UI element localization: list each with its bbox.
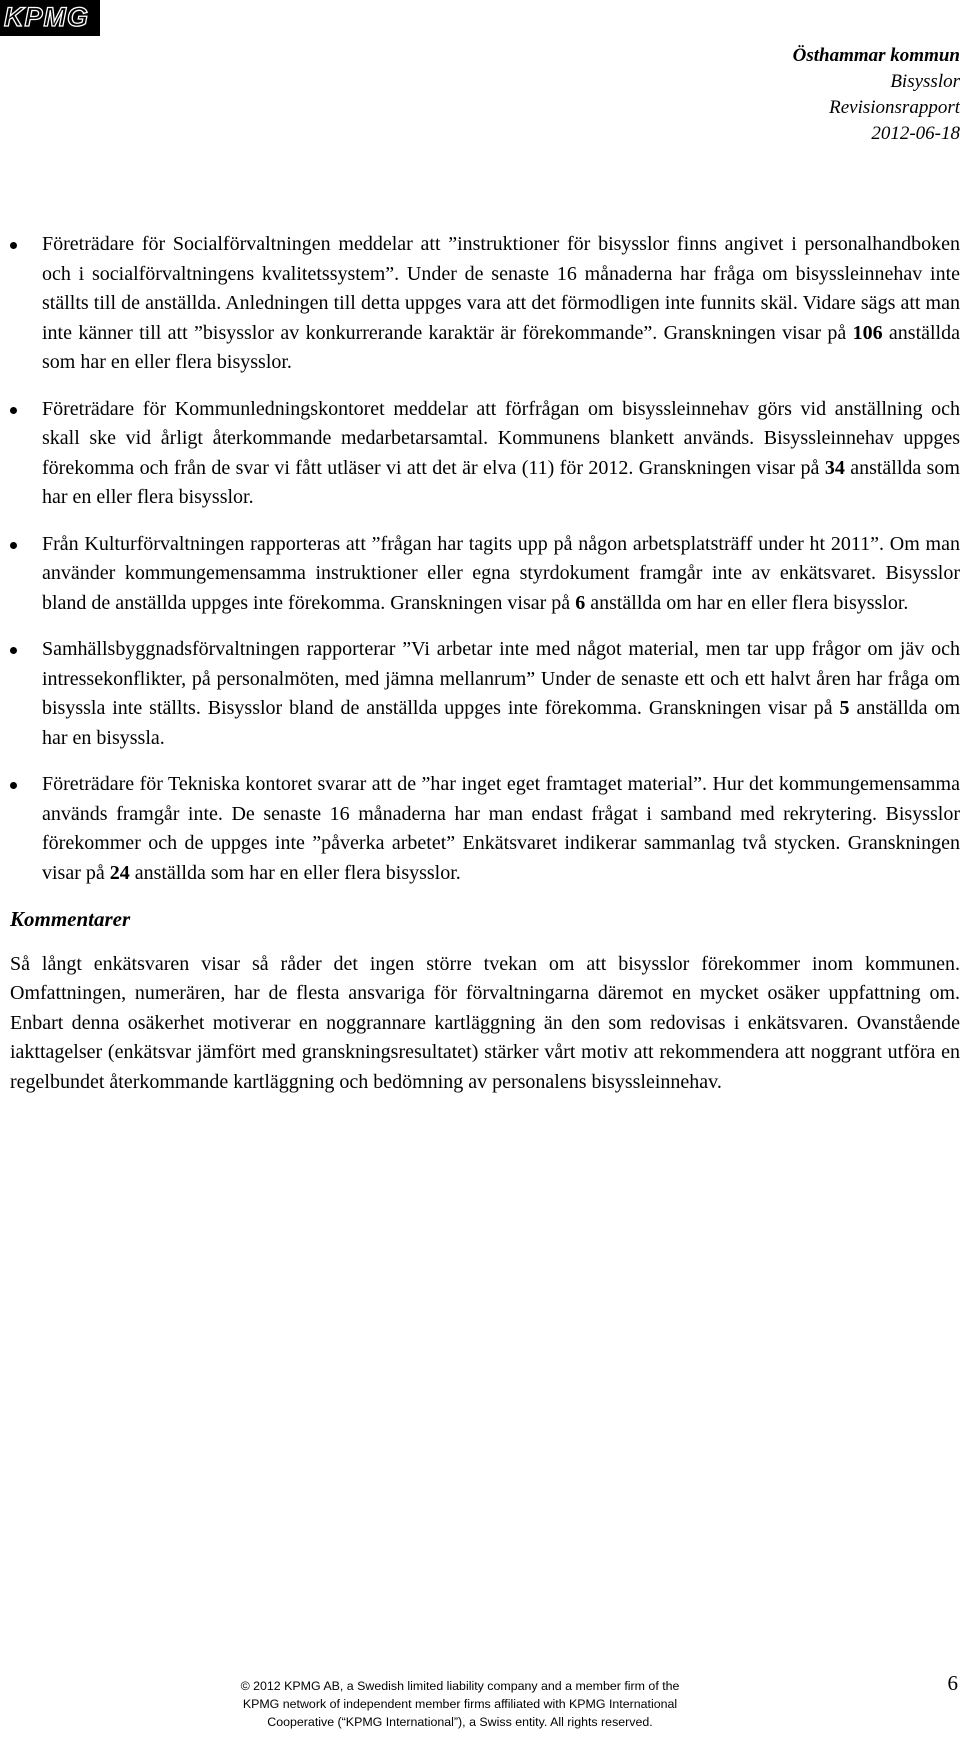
finding-count: 34 [824, 456, 845, 479]
bullet-icon [10, 242, 17, 249]
finding-item [10, 770, 960, 888]
footer-line: KPMG network of independent member firms affiliated with KPMG International [242, 1697, 678, 1711]
finding-count: 6 [575, 591, 586, 614]
bullet-icon [10, 407, 17, 414]
comments-heading: Kommentarer [10, 907, 131, 931]
finding-text: Från Kulturförvaltningen rapporteras att ”frågan har tagits upp på någon arbetsplatsträff under ht 2011”. Om man använder kommungemensamma instruktioner eller egna styrdokument framgår inte av enkätsvaret. Bisysslor bland de anställda uppges inte förekomma. Granskningen visar på [42, 532, 960, 614]
header-subject: Bisysslor [890, 71, 960, 92]
finding-count: 106 [852, 321, 883, 344]
header-organization: Östhammar kommun [792, 45, 960, 66]
kpmg-logo [0, 0, 100, 36]
header-report-type: Revisionsrapport [829, 97, 960, 118]
logo-text: KPMG [4, 2, 89, 32]
finding-text: anställda som har en eller flera bisysslor. [42, 456, 960, 508]
document-body [10, 230, 960, 1097]
findings-list [10, 230, 960, 888]
header-date: 2012-06-18 [871, 123, 960, 144]
finding-text: Företrädare för Kommunledningskontoret meddelar att förfrågan om bisyssleinnehav görs vid anställning och skall ske vid årligt återkommande medarbetarsamtal. Kommunens blankett används. Bisyssleinnehav uppges förekomma och från de svar vi fått utläser vi att det är elva (11) för 2012. Granskningen visar på [42, 397, 960, 479]
bullet-icon [10, 782, 17, 789]
page-number: 6 [947, 1671, 958, 1695]
finding-text: Företrädare för Tekniska kontoret svarar att de ”har inget eget framtaget material”. Hur det kommungemensamma används framgår inte. De senaste 16 månaderna har man endast frågat i samband med rekrytering. Bisysslor förekommer och de uppges inte ”påverka arbetet” Enkätsvaret indikerar sammanlag två stycken. Granskningen visar på [42, 773, 960, 884]
bullet-icon [10, 647, 17, 654]
comments-paragraph: Så långt enkätsvaren visar så råder det ingen större tvekan om att bisysslor förekommer inom kommunen. Omfattningen, numerären, har de flesta ansvariga för förvaltningarna däremot en mycket osäker uppfattning om. Enbart denna osäkerhet motiverar en noggrannare kartläggning än den som redovisas i enkätsvaren. Ovanstående iakttagelser (enkätsvar jämfört med granskningsresultatet) stärker vårt motiv att rekommendera att noggrant utföra en regelbundet återkommande kartläggning och bedömning av personalens bisyssleinnehav. [10, 952, 960, 1093]
footer-copyright [220, 1677, 700, 1731]
finding-item [10, 635, 960, 753]
document-header [793, 43, 960, 147]
finding-count: 24 [109, 861, 130, 884]
finding-text: Samhällsbyggnadsförvaltningen rapporterar ”Vi arbetar inte med något material, men tar upp frågor om jäv och intressekonflikter, på personalmöten, med jämna mellanrum” Under de senaste ett och ett halvt åren har fråga om bisyssla inte ställts. Bisysslor bland de anställda uppges inte förekomma. Granskningen visar på [42, 638, 960, 719]
finding-item [10, 230, 960, 378]
footer-line: Cooperative (“KPMG International”), a Swiss entity. All rights reserved. [267, 1715, 653, 1729]
bullet-icon [10, 542, 17, 549]
finding-count: 5 [839, 697, 850, 719]
finding-text: anställda om har en eller flera bisysslor. [585, 591, 909, 614]
footer-line: © 2012 KPMG AB, a Swedish limited liability company and a member firm of the [240, 1679, 680, 1693]
finding-text: Företrädare för Socialförvaltningen meddelar att ”instruktioner för bisysslor finns angivet i personalhandboken och i socialförvaltningens kvalitetssystem”. Under de senaste 16 månaderna har fråga om bisyssleinnehav inte ställts till de anställda. Anledningen till detta uppges vara att det förmodligen inte funnits skäl. Vidare sägs att man inte känner till att ”bisysslor av konkurrerande karaktär är förekommande”. Granskningen visar på [42, 233, 960, 344]
finding-text: anställda om har en bisyssla. [42, 697, 960, 749]
finding-text: anställda som har en eller flera bisysslor. [42, 321, 960, 373]
finding-text: anställda som har en eller flera bisysslor. [129, 861, 461, 884]
finding-item [10, 530, 960, 619]
finding-item [10, 395, 960, 513]
